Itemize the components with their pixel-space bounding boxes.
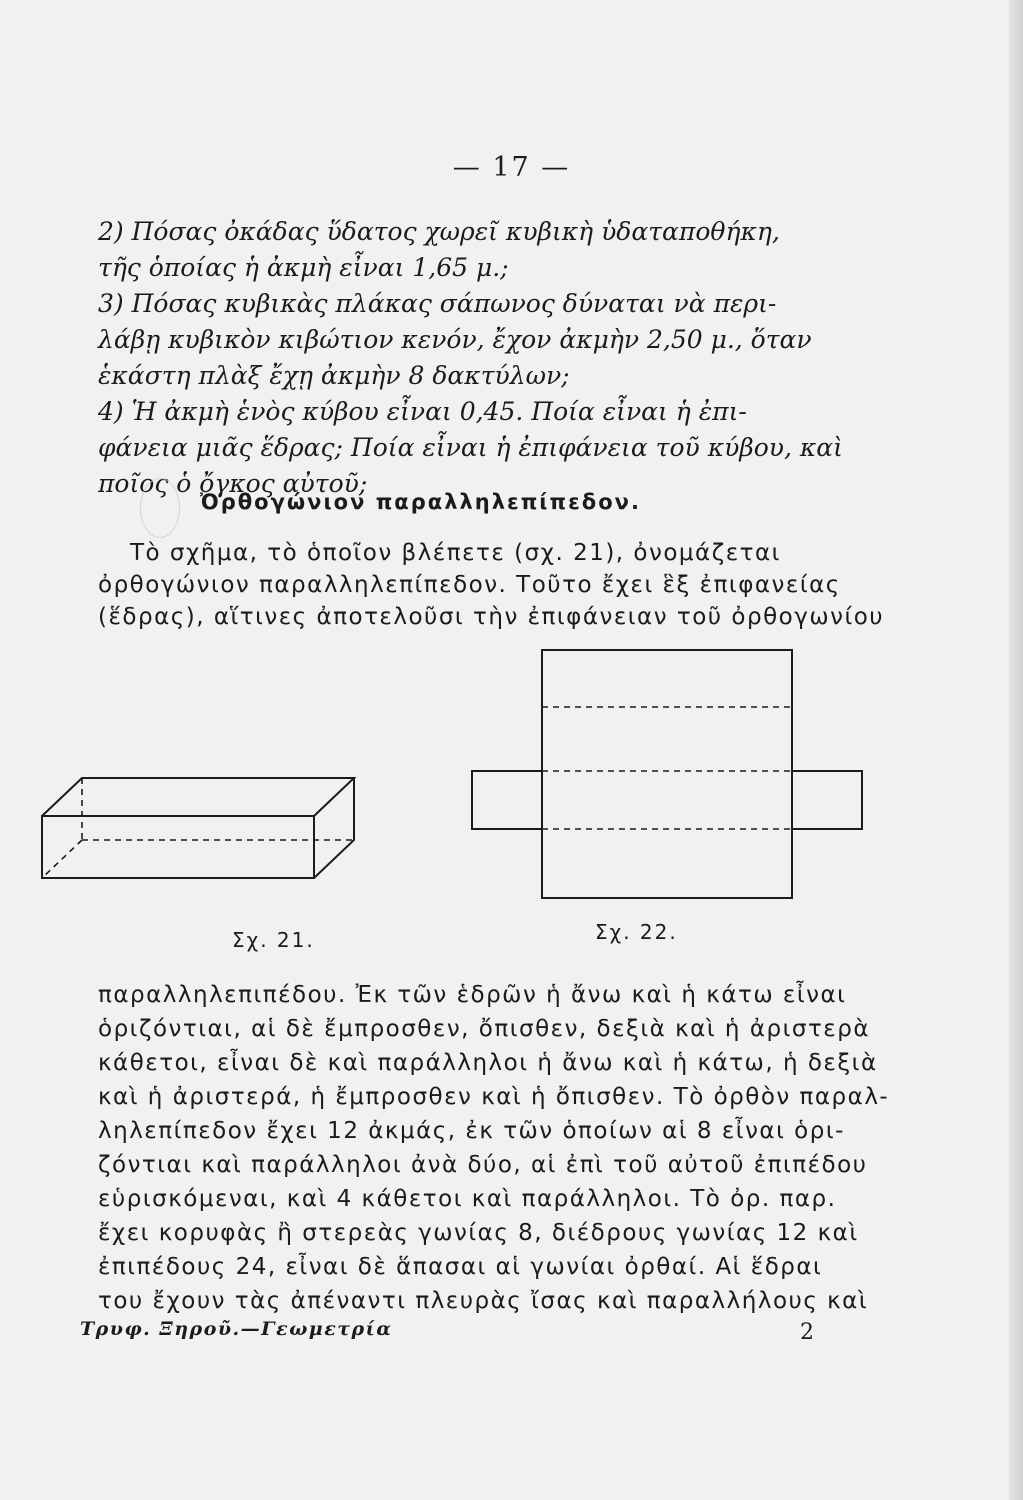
paragraph-2-line-8: ἔχει κορυφὰς ἢ στερεὰς γωνίας 8, διέδρους γωνίας 12 καὶ xyxy=(98,1220,859,1246)
paragraph-1-line-2: ὀρθογώνιον παραλληλεπίπεδον. Τοῦτο ἔχει ἓξ ἐπιφανείας xyxy=(98,572,841,598)
paragraph-2-line-7: εὑρισκόμεναι, καὶ 4 κάθετοι καὶ παράλληλοι. Τὸ ὀρ. παρ. xyxy=(98,1186,837,1212)
page-number: — 17 — xyxy=(452,152,571,183)
exercise-2-line-1: 2) Πόσας ὀκάδας ὕδατος χωρεῖ κυβικὴ ὑδαταποθήκη, xyxy=(98,217,780,246)
paragraph-2-line-3: κάθετοι, εἶναι δὲ καὶ παράλληλοι ἡ ἄνω καὶ ἡ κάτω, ἡ δεξιὰ xyxy=(98,1050,878,1076)
paragraph-2-line-2: ὁριζόντιαι, αἱ δὲ ἔμπροσθεν, ὄπισθεν, δεξιὰ καὶ ἡ ἀριστερὰ xyxy=(98,1016,870,1042)
paragraph-1-line-3: (ἕδρας), αἵτινες ἀποτελοῦσι τὴν ἐπιφάνειαν τοῦ ὀρθογωνίου xyxy=(98,604,885,630)
paragraph-2-line-5: ληλεπίπεδον ἔχει 12 ἀκμάς, ἐκ τῶν ὁποίων αἱ 8 εἶναι ὁρι- xyxy=(98,1118,845,1144)
figure-21-box xyxy=(42,778,354,878)
figure-22-caption: Σχ. 22. xyxy=(595,920,678,944)
exercise-3-line-2: λάβῃ κυβικὸν κιβώτιον κενόν, ἔχον ἀκμὴν 2,50 μ., ὅταν xyxy=(98,325,812,354)
paragraph-2-line-4: καὶ ἡ ἀριστερά, ἡ ἔμπροσθεν καὶ ἡ ὄπισθεν. Τὸ ὀρθὸν παραλ- xyxy=(98,1084,890,1110)
footer-book-title: Τρυφ. Ξηροῦ.—Γεωμετρία xyxy=(80,1318,393,1340)
exercise-4-line-1: 4) Ἡ ἀκμὴ ἑνὸς κύβου εἶναι 0,45. Ποία εἶναι ἡ ἐπι- xyxy=(98,397,747,426)
exercise-2-line-2: τῆς ὁποίας ἡ ἀκμὴ εἶναι 1,65 μ.; xyxy=(98,253,509,282)
figure-22-net xyxy=(472,650,862,898)
paragraph-2-line-6: ζόντιαι καὶ παράλληλοι ἀνὰ δύο, αἱ ἐπὶ τοῦ αὐτοῦ ἐπιπέδου xyxy=(98,1152,868,1178)
paragraph-2-line-1: παραλληλεπιπέδου. Ἐκ τῶν ἑδρῶν ἡ ἄνω καὶ ἡ κάτω εἶναι xyxy=(98,982,847,1008)
exercise-3-line-3: ἑκάστη πλὰξ ἔχῃ ἀκμὴν 8 δακτύλων; xyxy=(98,361,570,390)
signature-number: 2 xyxy=(800,1320,814,1345)
exercise-4-line-2: φάνεια μιᾶς ἕδρας; Ποία εἶναι ἡ ἐπιφάνεια τοῦ κύβου, καὶ xyxy=(98,433,843,462)
paragraph-2-line-10: του ἔχουν τὰς ἀπέναντι πλευρὰς ἴσας καὶ παραλλήλους καὶ xyxy=(98,1288,869,1314)
exercise-4-line-3: ποῖος ὁ ὄγκος αὐτοῦ; xyxy=(98,469,368,498)
figure-21-caption: Σχ. 21. xyxy=(232,928,315,952)
exercise-3-line-1: 3) Πόσας κυβικὰς πλάκας σάπωνος δύναται νὰ περι- xyxy=(98,289,777,318)
paragraph-1-line-1: Τὸ σχῆμα, τὸ ὁποῖον βλέπετε (σχ. 21), ὀνομάζεται xyxy=(130,540,781,566)
section-heading: Ὀρθογώνιον παραλληλεπίπεδον. xyxy=(200,490,641,514)
paragraph-2-line-9: ἐπιπέδους 24, εἶναι δὲ ἅπασαι αἱ γωνίαι ὀρθαί. Αἱ ἕδραι xyxy=(98,1254,823,1280)
